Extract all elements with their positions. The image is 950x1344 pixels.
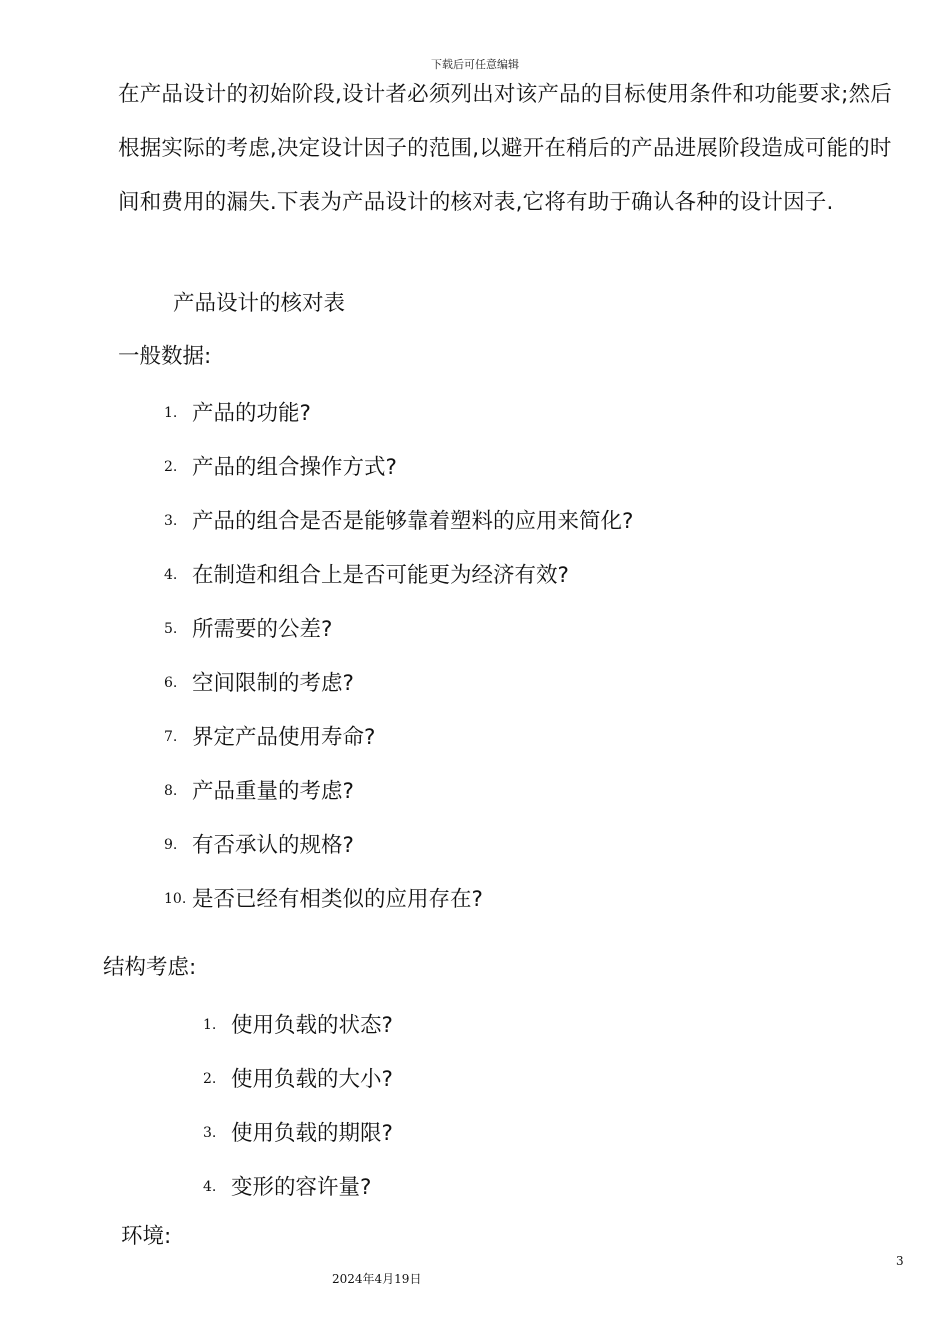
item-number: 1.	[203, 1017, 217, 1033]
list-item	[164, 438, 633, 492]
list-item	[164, 870, 633, 924]
item-text: 使用负载的状态?	[231, 1012, 393, 1038]
item-text: 所需要的公差?	[192, 616, 333, 642]
item-text: 在制造和组合上是否可能更为经济有效?	[192, 562, 569, 588]
item-number: 9.	[164, 837, 178, 853]
intro-paragraph: 在产品设计的初始阶段,设计者必须列出对该产品的目标使用条件和功能要求;然后根据实际的考虑,决定设计因子的范围,以避开在稍后的产品进展阶段造成可能的时间和费用的漏失.下表为产品设计的核对表,它将有助于确认各种的设计因子.	[118, 82, 892, 215]
item-number: 3.	[203, 1125, 217, 1141]
item-text: 产品重量的考虑?	[192, 778, 354, 804]
item-number: 5.	[164, 621, 178, 637]
item-number: 4.	[203, 1179, 217, 1195]
list-item	[164, 384, 633, 438]
environment-heading: 环境:	[121, 1224, 172, 1249]
item-text: 产品的组合是否是能够靠着塑料的应用来简化?	[192, 508, 634, 534]
item-text: 产品的组合操作方式?	[192, 454, 397, 480]
item-number: 2.	[203, 1071, 217, 1087]
footer-date: 2024年4月19日	[332, 1272, 422, 1286]
item-number: 6.	[164, 675, 178, 691]
list-item	[164, 654, 633, 708]
list-item	[164, 762, 633, 816]
checklist-title: 产品设计的核对表	[173, 291, 346, 316]
item-number: 4.	[164, 567, 178, 583]
item-number: 8.	[164, 783, 178, 799]
item-text: 空间限制的考虑?	[192, 670, 354, 696]
item-number: 1.	[164, 405, 178, 421]
item-text: 有否承认的规格?	[192, 832, 354, 858]
list-item	[203, 1104, 393, 1158]
item-text: 使用负载的期限?	[231, 1120, 393, 1146]
structure-heading: 结构考虑:	[103, 955, 197, 980]
list-item	[164, 492, 633, 546]
list-item	[164, 546, 633, 600]
list-item	[203, 996, 393, 1050]
item-number: 10.	[164, 891, 187, 907]
general-data-heading: 一般数据:	[118, 344, 212, 369]
item-text: 产品的功能?	[192, 400, 311, 426]
item-text: 界定产品使用寿命?	[192, 724, 376, 750]
item-text: 是否已经有相类似的应用存在?	[192, 886, 483, 912]
general-data-list	[164, 384, 633, 924]
item-text: 变形的容许量?	[231, 1174, 372, 1200]
list-item	[164, 708, 633, 762]
list-item	[203, 1158, 393, 1212]
header-note: 下载后可任意编辑	[431, 58, 519, 71]
item-number: 3.	[164, 513, 178, 529]
item-number: 2.	[164, 459, 178, 475]
list-item	[203, 1050, 393, 1104]
list-item	[164, 600, 633, 654]
list-item	[164, 816, 633, 870]
page-number: 3	[896, 1254, 904, 1268]
item-text: 使用负载的大小?	[231, 1066, 393, 1092]
item-number: 7.	[164, 729, 178, 745]
structure-list	[203, 996, 393, 1212]
